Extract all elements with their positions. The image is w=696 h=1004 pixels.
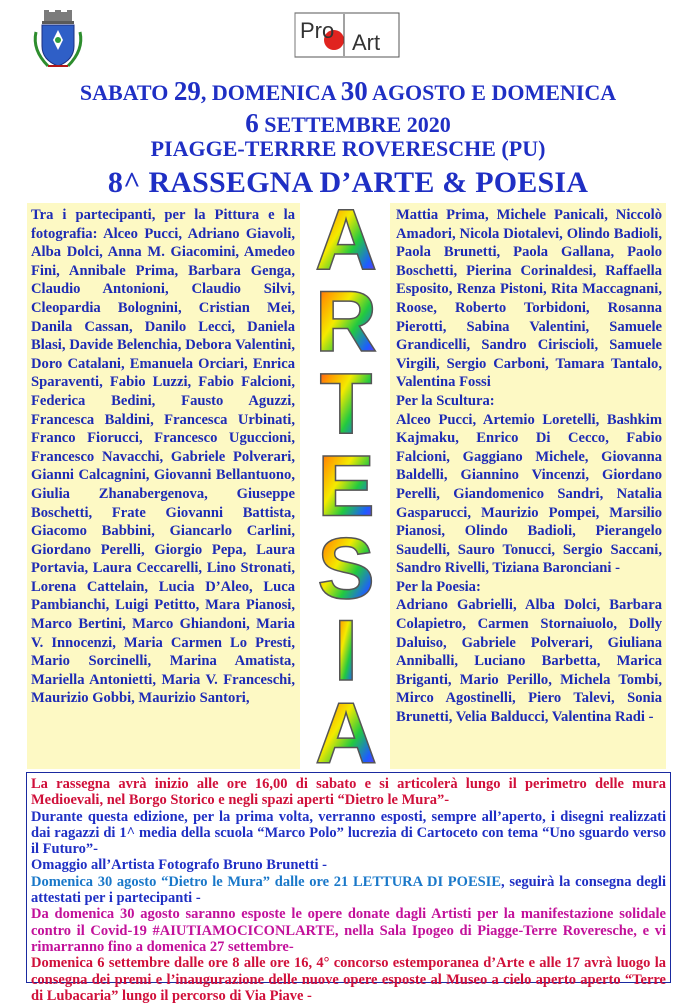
header-text: SABATO	[79, 80, 174, 105]
poetry-reading-continued: , seguirà la consegna degli attestati per i partecipanti -	[31, 873, 666, 907]
artesia-letter-a: A	[314, 685, 378, 774]
info-paragraph-poetry	[31, 874, 666, 907]
logo-art-text: Art	[352, 30, 381, 55]
header-date-6: 6	[245, 108, 259, 138]
artesia-vertical-title	[302, 198, 390, 774]
painters-list-left	[27, 203, 300, 769]
painters-text: Tra i partecipanti, per la Pittura e la fotografia: Alceo Pucci, Adriano Giavoli, Alba Dolci, Anna M. Giacomini, Amedeo Fini, Annibale Prima, Barbara Genga, Claudio Antonioni, Claudio Silvi, Cleopardia Bolognini, Cristian Mei, Danila Cassan, Danilo Lecci, Daniela Blasi, Davide Belenchia, Debora Valentini, Doro Catalani, Emanuela Orciari, Enrica Sparaventi, Fabio Luzzi, Fabio Falcioni, Federica Bedini, Fausto Aguzzi, Francesca Baldini, Francesca Urbinati, Franco Fiorucci, Francesco Uguccioni, Francesco Navacchi, Gabriele Polverari, Gianni Calcagnini, Giovanni Bellantuono, Giulia Zhanabergenova, Giuseppe Boschetti, Frate Giovanni Battista, Giacomo Babbini, Giancarlo Carlini, Giordano Perelli, Giorgio Pepa, Laura Portavia, Laura Ceccarelli, Lino Stronati, Lorena Cattelain, Lucia D’Aleo, Luca Pambianchi, Luigi Petitto, Mara Pianosi, Marco Bertini, Marco Ghiandoni, Maria V. Innocenzi, Maria Carmen Lo Presti, Mario Sorcinelli, Marina Amatista, Mariella Antonietti, Maria V. Franceschi, Maurizio Gobbi, Maurizio Santori,	[31, 207, 295, 707]
info-paragraph-contest: Domenica 6 settembre dalle ore 8 alle ore 16, 4° concorso estemporanea d’Arte e alle 17 avrà luogo la consegna dei premi e l’inaugurazione delle nuove opere esposte al Museo a cielo aperto aperto “Terre di Lubacaria” lungo il percorso di Via Piave -	[31, 955, 666, 1004]
poets-text: Adriano Gabrielli, Alba Dolci, Barbara Colapietro, Carmen Stornaiuolo, Dolly Daluiso, Gabriele Polverari, Giuliana Anniballi, Luciano Barbetta, Marica Briganti, Mario Perillo, Michela Tombi, Mirco Agostinelli, Piero Talevi, Sonia Brunetti, Velia Balducci, Valentina Radi -	[396, 597, 662, 726]
proart-logo	[294, 12, 400, 58]
header-date-30: 30	[340, 76, 368, 106]
header-location: PIAGGE-TERRRE ROVERESCHE (PU)	[150, 136, 546, 161]
sculptors-text: Alceo Pucci, Artemio Loretelli, Bashkim Kajmaku, Enrico Di Cecco, Fabio Falcioni, Gaggiano Michele, Giovanna Baldelli, Giannino Vincenzi, Giordano Perelli, Giandomenico Sandri, Natalia Gasparucci, Maurizio Pompei, Marsilio Pianosi, Olindo Badioli, Pierangelo Saudelli, Sauro Tonucci, Sergio Saccani, Sandro Rivelli, Tiziana Baronciani -	[396, 411, 662, 577]
info-paragraph-tribute: Omaggio all’Artista Fotografo Bruno Brunetti -	[31, 857, 328, 874]
sculpture-heading: Per la Scultura:	[396, 392, 495, 409]
header-date-line-2	[0, 108, 696, 139]
logo-pro-text: Pro	[300, 18, 335, 43]
header-text: , DOMENICA	[200, 80, 341, 105]
painters-text-continued: Mattia Prima, Michele Panicali, Niccolò Amadori, Nicola Diotalevi, Olindo Badioli, Paola Brunetti, Paola Gallana, Paolo Boschetti, Pierina Corinaldesi, Raffaella Esposito, Renza Pistoni, Rita Maccagnani, Roose, Roberto Torbidoni, Rosanna Pierotti, Sabina Valentini, Samuele Grandicelli, Sandro Ciriscioli, Samuele Virgili, Sergio Carboni, Tamara Tantalo, Valentina Fossi	[396, 207, 662, 391]
artists-list-right	[390, 203, 666, 769]
artesia-letter-t: T	[319, 356, 373, 453]
info-paragraph-start: La rassegna avrà inizio alle ore 16,00 di sabato e si articolerà lungo il perimetro delle mura Medioevali, nel Borgo Storico e negli spazi aperti “Dietro le Mura”-	[31, 776, 666, 809]
artesia-letter-a: A	[314, 198, 378, 288]
header-text: AGOSTO E DOMENICA	[367, 80, 617, 105]
artesia-letter-e: E	[317, 438, 375, 535]
poetry-heading: Per la Poesia:	[396, 578, 481, 595]
artesia-letter-r: R	[314, 274, 378, 371]
artesia-letter-s: S	[317, 520, 375, 617]
event-info-box	[26, 772, 671, 1004]
artesia-letter-i: I	[334, 603, 358, 700]
info-paragraph-solidarity: Da domenica 30 agosto saranno esposte le opere donate dagli Artisti per la manifestazione solidale contro il Covid-19 #AIUTIAMOCICONLARTE, nella Sala Ipogeo di Piagge-Terre Roveresche, e vi rimarranno fino a domenica 27 settembre-	[31, 906, 666, 955]
header-dates-line	[0, 76, 696, 107]
poetry-reading-text: Domenica 30 agosto “Dietro le Mura” dalle ore 21 LETTURA DI POESIE	[31, 873, 501, 890]
info-paragraph-drawings: Durante questa edizione, per la prima volta, verranno esposti, sempre all’aperto, i disegni realizzati dai ragazzi di 1^ media della scuola “Marco Polo” lucrezia di Cartoceto con tema “Uno sguardo verso il Futuro”-	[31, 808, 666, 858]
municipal-crest-icon	[30, 10, 86, 72]
page-title: 8^ RASSEGNA D’ARTE & POESIA	[107, 166, 589, 199]
header-date-29: 29	[173, 76, 201, 106]
header-text: SETTEMBRE 2020	[258, 112, 451, 137]
